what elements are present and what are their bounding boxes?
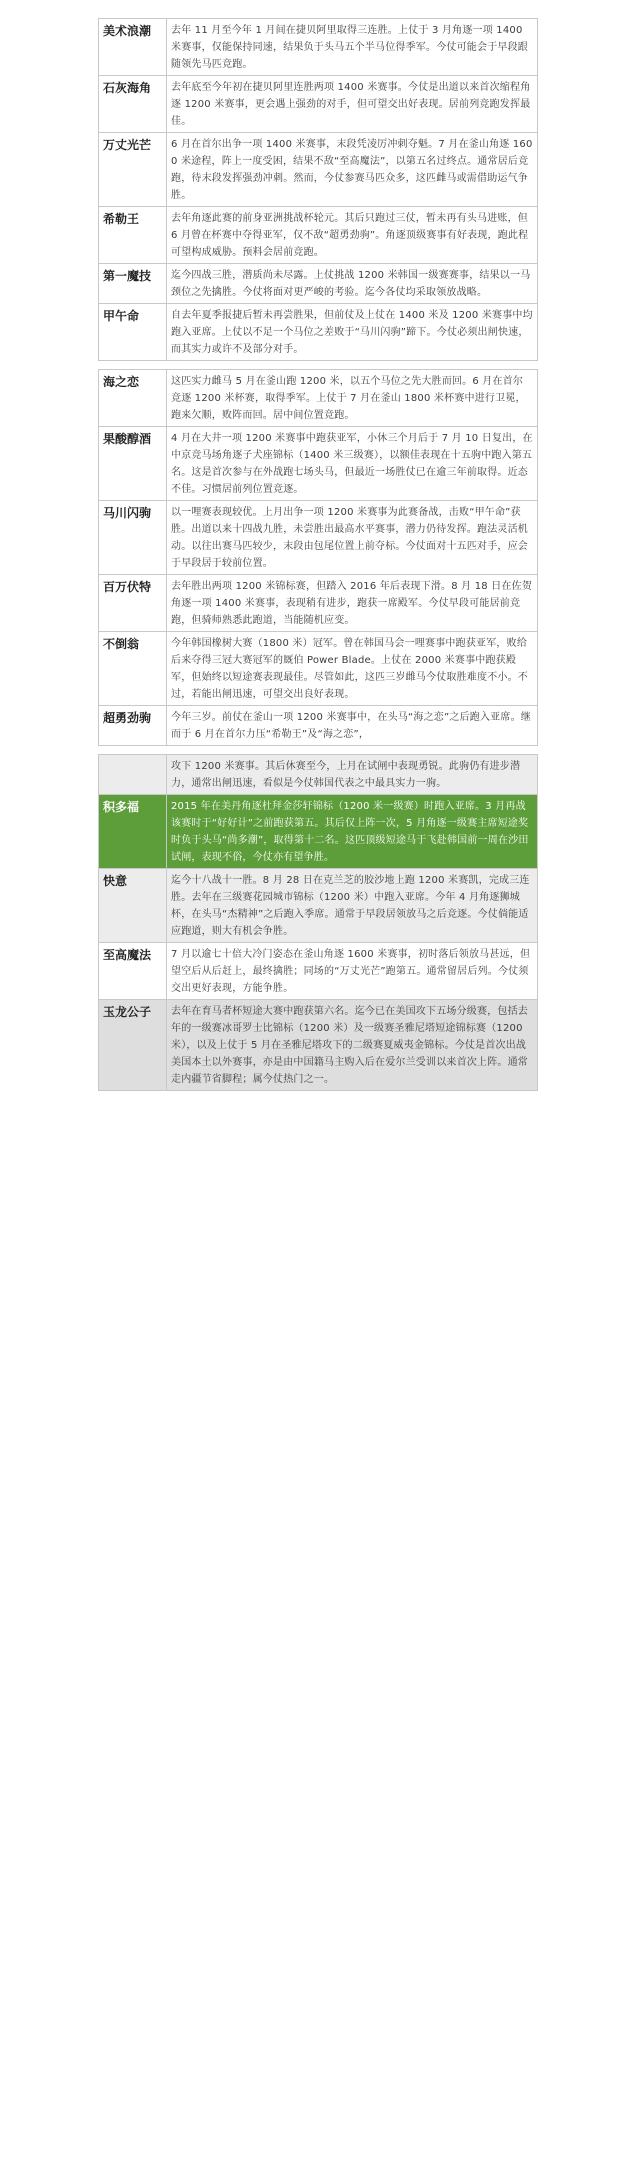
horse-name: 万丈光芒 [99,133,167,206]
table-row [98,427,538,501]
table-row [98,19,538,76]
horse-description: 去年角逐此赛的前身亚洲挑战杯轮元。其后只跑过三仗，暂未再有头马进账，但 6 月曾在杯赛中夺得亚军，仅不敌“超勇劲驹”。角逐顶级赛事有好表现，跑此程可望构成威胁。预料会居前竞跑。 [171,213,529,258]
horse-description: 自去年夏季报捷后暂未再尝胜果，但前仗及上仗在 1400 米及 1200 米赛事中均跑入亚席。上仗以不足一个马位之差败于“马川闪驹”蹄下。今仗必须出闸快速，而其实力或许不及部分对手。 [171,310,533,355]
table-row [98,869,538,943]
horse-description: 去年胜出两项 1200 米锦标赛，但踏入 2016 年后表现下滑。8 月 18 日在佐贺角逐一项 1400 米赛事，表现稍有进步，跑获一席殿军。今仗早段可能居前竞跑，但骑师熟悉此跑道，当能随机应变。 [171,581,533,626]
horse-description: 这匹实力雌马 5 月在釜山跑 1200 米，以五个马位之先大胜而回。6 月在首尔竞逐 1200 米杯赛，取得季军。上仗于 7 月在釜山 1800 米杯赛中进行卫冕，跑来欠顺，败阵而回。居中间位置竞跑。 [171,376,526,421]
horse-description: 今年韩国橡树大赛（1800 米）冠军。曾在韩国马会一哩赛事中跑获亚军，败给后来夺得三冠大赛冠军的厩伯 Power Blade。上仗在 2000 米赛事中跑获殿军，但始终以短途赛表现最佳。尽管如此，这匹三岁雌马今仗取胜难度不小。不过，若能出闸迅速，可望交出良好表现。 [171,638,528,700]
table-row [98,133,538,207]
horse-name: 马川闪驹 [99,501,167,574]
horse-name: 希勒王 [99,207,167,263]
table-row [98,632,538,706]
horse-name: 百万伏特 [99,575,167,631]
table-row [98,501,538,575]
horse-description: 去年底至今年初在捷贝阿里连胜两项 1400 米赛事。今仗是出道以来首次缩程角逐 1200 米赛事，更会遇上强劲的对手，但可望交出好表现。居前列竞跑发挥最佳。 [171,82,531,127]
table-row [98,76,538,133]
table-row [98,943,538,1000]
horse-description: 6 月在首尔出争一项 1400 米赛事，末段凭凌厉冲刺夺魁。7 月在釜山角逐 1600 米途程，阵上一度受困，结果不敌“至高魔法”，以第五名过终点。通常居后竞跑，待末段发挥强劲冲刺。然而，今仗参赛马匹众多，这匹雌马或需借助运气争胜。 [171,139,533,201]
horse-description: 去年 11 月至今年 1 月间在捷贝阿里取得三连胜。上仗于 3 月角逐一项 1400 米赛事，仅能保持同速，结果负于头马五个半马位得季军。今仗可能会于早段跟随领先马匹竞跑。 [171,25,528,70]
horse-description: 攻下 1200 米赛事。其后休赛至今，上月在试闸中表现勇锐。此驹仍有进步潜力，通常出闸迅速，看似是今仗韩国代表之中最具实力一驹。 [171,761,521,789]
horse-name: 至高魔法 [99,943,167,999]
table-row [98,207,538,264]
horse-description: 4 月在大井一项 1200 米赛事中跑获亚军，小休三个月后于 7 月 10 日复出，在中京竞马场角逐子犬座锦标（1400 米三级赛），以额佳表现在十五驹中跑入第五名。这是首次参与在外战跑七场头马，但最近一场胜仗已在逾三年前取得。近态不佳。习惯居前列位置竞逐。 [171,433,533,495]
horse-name: 积多福 [99,795,167,868]
horse-name: 海之恋 [99,370,167,426]
table-row [98,264,538,304]
horse-name: 美术浪潮 [99,19,167,75]
horse-name: 超勇劲驹 [99,706,167,745]
table-row [98,304,538,361]
horse-name: 不倒翁 [99,632,167,705]
horse-name: 石灰海角 [99,76,167,132]
horse-description: 去年在育马者杯短途大赛中跑获第六名。迄今已在美国攻下五场分级赛，包括去年的一级赛冰哥罗士比锦标（1200 米）及一级赛圣雅尼塔短途锦标赛（1200 米），以及上仗于 5 月在圣雅尼塔攻下的二级赛夏威夷金锦标。今仗是首次出战美国本土以外赛事，亦是由中国籍马主购入后在爱尔兰受训以来首次上阵。通常走内疆节省脚程；属今仗热门之一。 [171,1006,528,1085]
horse-description: 今年三岁。前仗在釜山一项 1200 米赛事中，在头马“海之恋”之后跑入亚席。继而于 6 月在首尔力压“希勒王”及“海之恋”， [171,712,531,740]
horse-name [99,755,167,794]
horse-name: 果酸醇酒 [99,427,167,500]
horse-name: 快意 [99,869,167,942]
horse-name: 玉龙公子 [99,1000,167,1090]
horse-description: 迄今十八战十一胜。8 月 28 日在克兰芝的胶沙地上跑 1200 米赛凯，完成三连胜。去年在三级赛花园城市锦标（1200 米）中跑入亚席。今年 4 月角逐狮城杯，在头马“杰精神”之后跑入季席。通常于早段居领放马之后竞逐。今仗倘能适应跑道，则大有机会争胜。 [171,875,530,937]
horse-description: 迄今四战三胜，潜质尚未尽露。上仗挑战 1200 米韩国一级赛赛事，结果以一马颈位之先擒胜。今仗将面对更严峻的考验。迄今各仗均采取领放战略。 [171,270,531,298]
horse-profile-table [98,18,538,1091]
table-row [98,369,538,427]
horse-description: 7 月以逾七十倍大冷门姿态在釜山角逐 1600 米赛事，初时落后领放马甚远，但望空后从后赶上，最终擒胜；同场的“万丈光芒”跑第五。通常留居后列。今仗须交出更好表现，方能争胜。 [171,949,531,994]
horse-description: 2015 年在美丹角逐杜拜金莎轩锦标（1200 米一级赛）时跑入亚席。3 月再战该赛时于“好好计”之前跑获第五。其后仅上阵一次，5 月角逐一级赛主席短途奖时负于头马“尚多潮”，取得第十二名。这匹顶级短途马于飞赴韩国前一周在沙田试闸，表现不俗，今仗亦有望争胜。 [171,801,529,863]
horse-description: 以一哩赛表现较优。上月出争一项 1200 米赛事为此赛备战，击败“甲午命”获胜。出道以来十四战九胜，未尝胜出最高水平赛事，潜力仍待发挥。跑法灵活机动。以往出赛马匹较少，末段由包尾位置上前夺标。今仗面对十五匹对手，应会于早段居于较前位置。 [171,507,528,569]
table-row [98,795,538,869]
horse-name: 甲午命 [99,304,167,360]
horse-name: 第一魔技 [99,264,167,303]
table-row [98,575,538,632]
table-row [98,706,538,746]
table-row [98,754,538,795]
table-row [98,1000,538,1091]
